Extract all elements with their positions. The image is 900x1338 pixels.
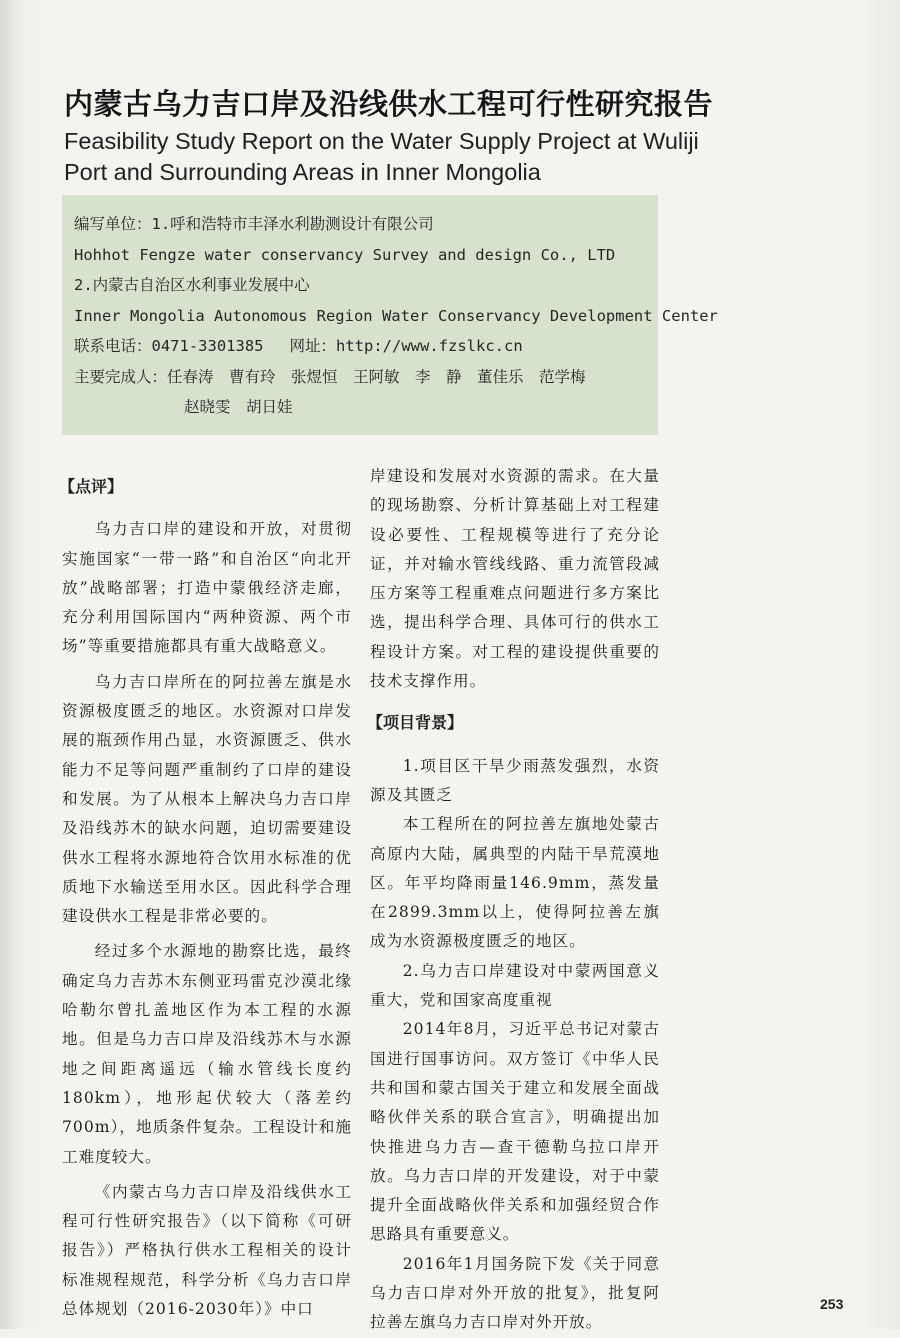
review-paragraph-3: 经过多个水源地的勘察比选，最终确定乌力吉苏木东侧亚玛雷克沙漠北缘哈勒尔曾扎盖地区作为本工程的水源地。但是乌力吉口岸及沿线苏木与水源地之间距离遥远（输水管线长度约180km），地形起伏较大（落差约700m），地质条件复杂。工程设计和施工难度较大。: [62, 942, 352, 1166]
unit1-en: Hohhot Fengze water conservancy Survey and design Co., LTD: [74, 245, 616, 264]
review-paragraph-1: 乌力吉口岸的建设和开放，对贯彻实施国家“一带一路”和自治区“向北开放”战略部署；打造中蒙俄经济走廊，充分利用国际国内“两种资源、两个市场”等重要措施都具有重大战略意义。: [62, 520, 352, 656]
page-number: 253: [820, 1296, 844, 1312]
unit2-en: Inner Mongolia Autonomous Region Water Conservancy Development Center: [74, 306, 718, 325]
review-heading: 【点评】: [59, 477, 124, 496]
author-info-box: [62, 195, 718, 435]
background-subheading-1: 1.项目区干旱少雨蒸发强烈，水资源及其匮乏: [370, 756, 660, 804]
members-label: 主要完成人：: [74, 367, 168, 386]
title-english-line1: Feasibility Study Report on the Water Supply Project at Wuliji: [64, 128, 699, 154]
unit1-cn-line: [74, 209, 648, 240]
members-names-2: 赵晓雯 胡日娃: [184, 398, 293, 416]
phone-label: 联系电话：: [74, 337, 152, 355]
title-english-line2: Port and Surrounding Areas in Inner Mongolia: [64, 159, 541, 185]
background-heading: 【项目背景】: [367, 713, 464, 733]
members-names-1: 任春涛 曹有玲 张煜恒 王阿敏 李 静 董佳乐 范学梅: [167, 367, 586, 386]
review-paragraph-4-continued: 岸建设和发展对水资源的需求。在大量的现场勘察、分析计算基础上对工程建设必要性、工程规模等进行了充分论证，并对输水管线线路、重力流管段减压方案等工程重难点问题进行多方案比选，提出科学合理、具体可行的供水工程设计方案。对工程的建设提供重要的技术支撑作用。: [370, 467, 660, 691]
background-paragraph-2: 2014年8月，习近平总书记对蒙古国进行国事访问。双方签订《中华人民共和国和蒙古国关于建立和发展全面战略伙伴关系的联合宣言》，明确提出加快推进乌力吉—查干德勒乌拉口岸开放。乌力吉口岸的开发建设，对于中蒙提升全面战略伙伴关系和加强经贸合作思路具有重要意义。: [370, 1020, 660, 1244]
phone-number: 0471-3301385: [151, 337, 264, 355]
website-url: http://www.fzslkc.cn: [336, 337, 523, 355]
members-line1: [74, 362, 648, 393]
unit-label: 编写单位：: [74, 215, 152, 233]
title-english: [64, 126, 864, 188]
review-paragraph-2: 乌力吉口岸所在的阿拉善左旗是水资源极度匮乏的地区。水资源对口岸发展的瓶颈作用凸显，水资源匮乏、供水能力不足等问题严重制约了口岸的建设和发展。为了从根本上解决乌力吉口岸及沿线苏木的缺水问题，迫切需要建设供水工程将水源地符合饮用水标准的优质地下水输送至用水区。因此科学合理建设供水工程是非常必要的。: [62, 672, 352, 926]
unit2-cn: 2.内蒙古自治区水利事业发展中心: [74, 276, 310, 294]
right-column: [367, 462, 660, 1338]
background-subheading-2: 2.乌力吉口岸建设对中蒙两国意义重大，党和国家高度重视: [370, 961, 660, 1010]
unit1-cn: 1.呼和浩特市丰泽水利勘测设计有限公司: [151, 215, 434, 233]
left-column: [59, 462, 352, 1330]
review-paragraph-4: 《内蒙古乌力吉口岸及沿线供水工程可行性研究报告》（以下简称《可研报告》）严格执行供水工程相关的设计标准规程规范，科学分析《乌力吉口岸总体规划（2016-2030年）》中口: [62, 1182, 352, 1319]
contact-line: [74, 331, 648, 362]
background-paragraph-3: 2016年1月国务院下发《关于同意乌力吉口岸对外开放的批复》，批复阿拉善左旗乌力吉口岸对外开放。: [370, 1254, 660, 1332]
background-paragraph-1: 本工程所在的阿拉善左旗地处蒙古高原内大陆，属典型的内陆干旱荒漠地区。年平均降雨量146.9mm，蒸发量在2899.3mm以上，使得阿拉善左旗成为水资源极度匮乏的地区。: [370, 815, 660, 951]
title-chinese: 内蒙古乌力吉口岸及沿线供水工程可行性研究报告: [64, 87, 714, 121]
website-label: 网址：: [289, 337, 337, 355]
